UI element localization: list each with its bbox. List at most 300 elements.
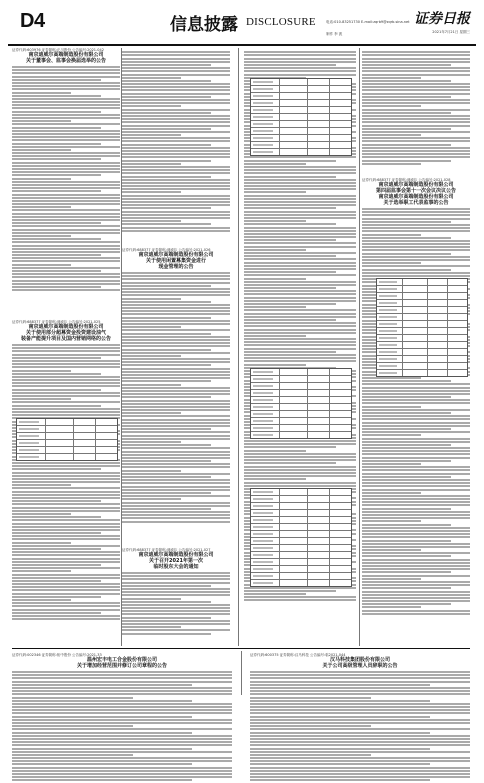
text-line — [12, 674, 232, 676]
table-row — [251, 135, 351, 142]
text-line — [362, 118, 470, 120]
text-line — [12, 165, 120, 167]
text-line — [250, 728, 470, 730]
table-row — [251, 149, 351, 155]
cell-divider — [279, 383, 280, 389]
text-line — [12, 66, 120, 68]
cell-divider — [329, 114, 330, 120]
text-line — [250, 754, 371, 756]
cell-divider — [279, 489, 280, 495]
text-line — [362, 256, 470, 258]
text-line — [244, 472, 356, 474]
text-line — [122, 390, 230, 392]
text-line — [362, 112, 451, 114]
text-line — [12, 465, 120, 467]
cell-divider — [279, 142, 280, 148]
cell-divider — [307, 93, 308, 99]
text-line — [12, 238, 101, 240]
text-line — [12, 69, 120, 71]
cell-text — [253, 95, 273, 97]
text-line — [12, 497, 120, 499]
cell-divider — [307, 503, 308, 509]
text-line — [12, 577, 120, 579]
cell-divider — [307, 369, 308, 375]
text-line — [362, 234, 421, 236]
text-line — [12, 270, 101, 272]
text-line — [12, 770, 232, 772]
text-line — [362, 511, 470, 513]
text-line — [12, 398, 71, 400]
text-line — [122, 214, 230, 216]
text-line — [362, 214, 470, 216]
text-line — [244, 599, 356, 601]
cell-text — [253, 519, 273, 521]
text-line — [122, 473, 230, 475]
text-line — [12, 738, 232, 740]
text-line — [362, 208, 470, 210]
cell-divider — [402, 314, 403, 320]
text-line — [12, 589, 120, 591]
cell-divider — [427, 293, 428, 299]
text-line — [362, 610, 470, 612]
text-line — [12, 728, 232, 730]
cell-text — [253, 434, 273, 436]
notice-code: 证券代码:688377 证券简称:迪威尔 公告编号:2021-025 — [12, 320, 101, 324]
text-line — [250, 773, 470, 775]
text-line — [362, 460, 451, 462]
text-line — [122, 517, 230, 519]
text-line — [12, 241, 120, 243]
section-title: 信息披露 — [170, 15, 238, 35]
cell-divider — [402, 335, 403, 341]
text-line — [12, 405, 101, 407]
text-line — [122, 310, 230, 312]
notice-bottom-left — [12, 653, 232, 783]
notice-body-text — [250, 671, 470, 781]
text-line — [12, 283, 120, 285]
text-line — [362, 415, 470, 417]
cell-divider — [329, 149, 330, 155]
text-line — [244, 344, 356, 346]
text-line — [12, 773, 232, 775]
text-line — [250, 677, 470, 679]
text-line — [12, 411, 120, 413]
cell-divider — [329, 79, 330, 85]
table-row — [377, 286, 467, 293]
cell-divider — [73, 454, 74, 460]
cell-text — [19, 442, 39, 444]
cell-divider — [279, 404, 280, 410]
text-line — [122, 588, 230, 590]
text-line — [362, 240, 470, 242]
text-line — [362, 393, 470, 395]
text-line — [12, 462, 120, 464]
cell-divider — [329, 432, 330, 438]
cell-text — [253, 498, 273, 500]
text-line — [12, 203, 120, 205]
table — [376, 278, 468, 377]
text-line — [122, 492, 211, 494]
text-line — [122, 629, 230, 631]
cell-divider — [279, 566, 280, 572]
text-line — [244, 249, 306, 251]
cell-divider — [329, 503, 330, 509]
cell-divider — [307, 100, 308, 106]
table-row — [251, 432, 351, 438]
table-row — [251, 496, 351, 503]
cell-text — [379, 295, 397, 297]
text-line — [362, 438, 470, 440]
cell-text — [379, 309, 397, 311]
cell-divider — [307, 142, 308, 148]
text-line — [122, 99, 230, 101]
text-line — [362, 469, 470, 471]
table-row — [251, 503, 351, 510]
text-line — [122, 457, 230, 459]
cell-divider — [329, 411, 330, 417]
text-line — [122, 304, 230, 306]
cell-divider — [329, 107, 330, 113]
cell-divider — [329, 369, 330, 375]
column-1 — [12, 48, 120, 646]
text-line — [250, 712, 470, 714]
text-line — [12, 139, 120, 141]
cell-divider — [279, 369, 280, 375]
text-line — [244, 332, 356, 334]
text-line — [244, 207, 336, 209]
text-line — [12, 684, 192, 686]
cell-divider — [329, 517, 330, 523]
text-line — [244, 51, 356, 53]
text-line — [122, 125, 230, 127]
column-3 — [244, 48, 356, 646]
notice-body-text — [12, 671, 232, 781]
notice-body-text — [122, 272, 230, 523]
bottom-notices — [12, 648, 470, 697]
table-row — [377, 335, 467, 342]
text-line — [122, 288, 230, 290]
text-line — [122, 368, 230, 370]
text-line — [244, 290, 356, 292]
text-line — [12, 178, 71, 180]
cell-text — [253, 427, 273, 429]
cell-divider — [329, 128, 330, 134]
table — [250, 78, 352, 156]
page-header — [8, 8, 476, 44]
text-line — [244, 443, 356, 445]
text-line — [122, 495, 230, 497]
cell-divider — [279, 100, 280, 106]
table-row — [251, 86, 351, 93]
cell-divider — [307, 114, 308, 120]
cell-divider — [402, 328, 403, 334]
text-line — [244, 191, 306, 193]
notice-c2b — [122, 548, 230, 636]
text-line — [12, 507, 120, 509]
text-line — [12, 500, 101, 502]
text-line — [122, 86, 230, 88]
table-row — [377, 321, 467, 328]
text-line — [362, 390, 470, 392]
notice-body-text — [12, 344, 120, 620]
text-line — [244, 227, 356, 229]
text-line — [12, 280, 120, 282]
text-line — [362, 140, 470, 142]
cell-divider — [402, 321, 403, 327]
text-line — [12, 187, 120, 189]
cell-divider — [73, 426, 74, 432]
cell-text — [379, 344, 397, 346]
text-line — [362, 253, 451, 255]
cell-divider — [402, 300, 403, 306]
cell-divider — [329, 121, 330, 127]
text-line — [122, 607, 230, 609]
cell-text — [379, 372, 397, 374]
cell-divider — [279, 496, 280, 502]
text-line — [362, 128, 451, 130]
text-line — [362, 249, 470, 251]
cell-divider — [73, 440, 74, 446]
cell-divider — [427, 335, 428, 341]
cell-divider — [447, 335, 448, 341]
cell-text — [379, 302, 397, 304]
text-line — [362, 218, 470, 220]
text-line — [12, 251, 120, 253]
text-line — [362, 86, 470, 88]
text-line — [122, 160, 211, 162]
text-line — [244, 306, 306, 308]
text-line — [244, 287, 336, 289]
text-line — [244, 453, 356, 455]
cell-text — [19, 428, 39, 430]
text-line — [122, 575, 230, 577]
text-line — [122, 230, 230, 232]
text-line — [244, 341, 356, 343]
text-line — [12, 716, 192, 718]
notice-code: 证券代码:603976 证券简称:正川股份 公告编号:2021-042 — [12, 48, 104, 52]
cell-text — [253, 505, 273, 507]
cell-divider — [402, 356, 403, 362]
text-line — [362, 93, 470, 95]
notice-code: 证券代码:002346 证券简称:柘中股份 公告编号:2021-33 — [12, 653, 102, 657]
text-line — [122, 195, 230, 197]
table-row — [17, 426, 117, 433]
text-line — [244, 278, 306, 280]
text-line — [12, 149, 71, 151]
cell-divider — [279, 397, 280, 403]
text-line — [122, 121, 230, 123]
text-line — [12, 687, 232, 689]
text-line — [122, 578, 230, 580]
cell-divider — [329, 552, 330, 558]
text-line — [122, 486, 230, 488]
text-line — [122, 67, 230, 69]
cell-divider — [279, 559, 280, 565]
cell-divider — [95, 419, 96, 425]
text-line — [12, 366, 120, 368]
text-line — [362, 156, 470, 158]
text-line — [362, 70, 470, 72]
text-line — [122, 320, 230, 322]
text-line — [122, 217, 230, 219]
text-line — [122, 317, 211, 319]
cell-divider — [447, 293, 448, 299]
text-line — [244, 58, 356, 60]
cell-text — [253, 526, 273, 528]
text-line — [244, 268, 356, 270]
cell-divider — [45, 440, 46, 446]
table-row — [251, 107, 351, 114]
table-row — [251, 369, 351, 376]
text-line — [122, 572, 230, 574]
text-line — [244, 258, 356, 260]
cell-divider — [73, 433, 74, 439]
text-line — [12, 146, 120, 148]
text-line — [12, 491, 120, 493]
text-line — [250, 722, 470, 724]
text-line — [122, 128, 211, 130]
text-line — [12, 468, 101, 470]
text-line — [12, 117, 120, 119]
text-line — [122, 150, 230, 152]
text-line — [244, 195, 356, 197]
cell-divider — [307, 411, 308, 417]
text-line — [12, 143, 101, 145]
text-line — [12, 130, 120, 132]
text-line — [122, 435, 230, 437]
text-line — [122, 511, 230, 513]
cell-divider — [307, 531, 308, 537]
text-line — [12, 719, 232, 721]
text-line — [12, 551, 120, 553]
text-line — [362, 80, 451, 82]
text-line — [12, 532, 101, 534]
text-line — [12, 229, 120, 231]
notice-code: 证券代码:688377 证券简称:迪威尔 公告编号:2021-026 — [122, 248, 211, 252]
text-line — [362, 102, 470, 104]
text-line — [12, 776, 232, 778]
cell-text — [253, 378, 273, 380]
text-line — [122, 585, 211, 587]
notice-heading: 南京迪威尔高端制造股份有限公司 关于使用闲置募集资金进行 现金管理的公告 — [138, 252, 214, 270]
text-line — [122, 115, 230, 117]
table-row — [377, 356, 467, 363]
text-line — [362, 396, 451, 398]
cell-divider — [447, 356, 448, 362]
text-line — [122, 89, 230, 91]
text-line — [12, 395, 120, 397]
header-rule — [8, 44, 476, 46]
text-line — [12, 516, 101, 518]
text-line — [362, 578, 421, 580]
cell-text — [379, 358, 397, 360]
cell-divider — [447, 286, 448, 292]
text-line — [362, 473, 470, 475]
cell-divider — [307, 489, 308, 495]
text-line — [122, 336, 230, 338]
text-line — [362, 441, 470, 443]
text-line — [122, 329, 230, 331]
text-line — [362, 383, 470, 385]
text-line — [122, 361, 230, 363]
cell-text — [253, 137, 273, 139]
cell-divider — [307, 86, 308, 92]
text-line — [362, 533, 470, 535]
text-line — [362, 504, 470, 506]
text-line — [122, 147, 230, 149]
text-line — [244, 274, 356, 276]
table-row — [251, 411, 351, 418]
text-line — [122, 134, 181, 136]
text-line — [362, 259, 470, 261]
text-line — [250, 732, 430, 734]
text-line — [244, 309, 356, 311]
cell-divider — [427, 356, 428, 362]
cell-text — [253, 130, 273, 132]
text-line — [244, 482, 356, 484]
cell-divider — [279, 580, 280, 586]
cell-divider — [402, 293, 403, 299]
text-line — [122, 298, 181, 300]
cell-divider — [307, 79, 308, 85]
text-line — [362, 399, 470, 401]
notice-code: 证券代码:688377 证券简称:迪威尔 公告编号:2021-027 — [122, 548, 211, 552]
text-line — [244, 242, 356, 244]
cell-divider — [329, 510, 330, 516]
text-line — [12, 561, 120, 563]
cell-text — [253, 102, 273, 104]
text-line — [362, 131, 470, 133]
text-line — [362, 67, 470, 69]
text-line — [362, 466, 470, 468]
text-line — [362, 150, 470, 152]
cell-divider — [307, 538, 308, 544]
issue-date: 2021年7月21日 星期三 — [432, 30, 470, 34]
text-line — [362, 447, 470, 449]
text-line — [12, 72, 120, 74]
text-line — [12, 478, 120, 480]
text-line — [12, 114, 120, 116]
text-line — [244, 313, 356, 315]
text-line — [12, 484, 71, 486]
text-line — [122, 112, 211, 114]
text-line — [12, 535, 120, 537]
cell-text — [19, 456, 39, 458]
table-row — [251, 566, 351, 573]
text-line — [362, 450, 470, 452]
text-line — [122, 428, 211, 430]
text-line — [122, 601, 211, 603]
text-line — [362, 479, 470, 481]
cell-divider — [427, 307, 428, 313]
text-line — [12, 363, 120, 365]
cell-divider — [329, 566, 330, 572]
cell-text — [253, 88, 273, 90]
cell-divider — [427, 349, 428, 355]
cell-divider — [279, 121, 280, 127]
text-line — [122, 191, 181, 193]
cell-divider — [307, 524, 308, 530]
text-line — [362, 606, 421, 608]
text-line — [12, 174, 101, 176]
cell-divider — [95, 426, 96, 432]
cell-divider — [279, 107, 280, 113]
text-line — [12, 538, 120, 540]
text-line — [12, 732, 192, 734]
text-line — [244, 61, 356, 63]
text-line — [362, 463, 421, 465]
text-line — [12, 101, 120, 103]
